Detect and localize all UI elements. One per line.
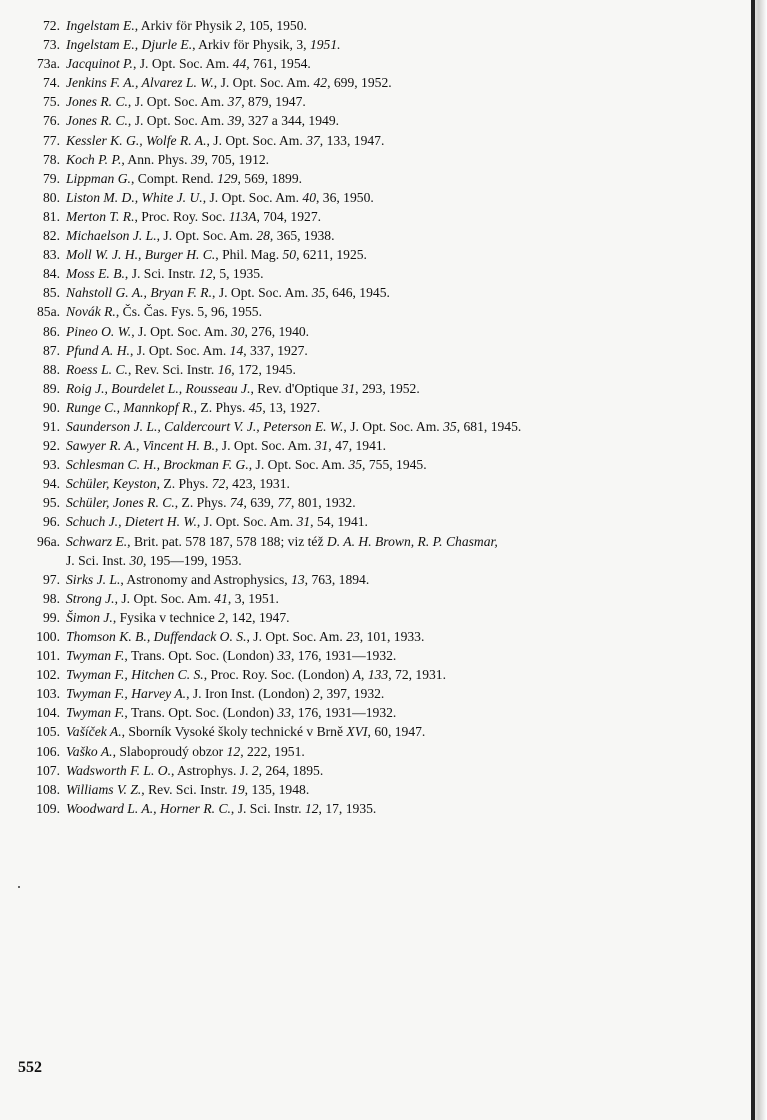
reference-text (66, 35, 738, 54)
ref-text-segment: , 195—199, 1953. (143, 552, 242, 568)
reference-item (18, 92, 738, 111)
reference-number: 98. (43, 590, 60, 606)
reference-item (18, 570, 738, 589)
reference-number: 90. (43, 399, 60, 415)
ref-text-segment: , Z. Phys. (156, 476, 212, 492)
reference-text (66, 398, 738, 417)
ref-italic-segment: 30 (230, 323, 245, 339)
reference-text (66, 512, 738, 531)
ref-text-segment: , J. Opt. Soc. Am. (213, 75, 314, 91)
reference-item (18, 512, 738, 531)
ref-text-segment: , J. Sci. Instr. (230, 800, 305, 816)
ref-italic-segment: 12 (198, 266, 213, 282)
ref-italic-segment: Michaelson J. L. (66, 228, 157, 244)
ref-text-segment: , J. Opt. Soc. Am. (206, 132, 307, 148)
ref-italic-segment: Sirks J. L. (66, 571, 121, 587)
ref-italic-segment: 31 (314, 438, 329, 454)
ref-text-segment: , 47, 1941. (328, 438, 387, 454)
ref-text-segment: , 761, 1954. (246, 56, 311, 72)
ref-text-segment: , J. Opt. Soc. Am. (343, 418, 444, 434)
reference-text (66, 16, 738, 35)
ref-text-segment: , Sborník Vysoké školy technické v Brně (121, 724, 347, 740)
ref-italic-segment: 2 (312, 686, 320, 702)
reference-item (18, 722, 738, 741)
ref-text-segment: , 569, 1899. (237, 170, 303, 186)
ref-text-segment: , 646, 1945. (325, 285, 390, 301)
ref-text-segment: , J. Opt. Soc. Am. (114, 590, 215, 606)
ref-italic-segment: Vaško A. (66, 743, 113, 759)
ref-italic-segment: Jacquinot P. (66, 56, 133, 72)
ref-italic-segment: Vašíček A. (66, 724, 122, 740)
ref-text-segment: , J. Opt. Soc. Am. (202, 189, 303, 205)
reference-item (18, 188, 738, 207)
ref-italic-segment: Pineo O. W. (66, 323, 132, 339)
ref-text-segment: , 293, 1952. (355, 380, 420, 396)
ref-text-segment: , 176, 1931—1932. (290, 705, 397, 721)
print-speck (18, 886, 20, 888)
ref-italic-segment: 12 (304, 800, 319, 816)
reference-item (18, 684, 738, 703)
ref-italic-segment: Lippman G. (66, 170, 131, 186)
reference-text (66, 589, 738, 608)
ref-italic-segment: A (352, 667, 362, 683)
ref-italic-segment: 41 (214, 590, 228, 606)
reference-number: 94. (43, 476, 60, 492)
reference-text (66, 780, 738, 799)
page-number: 552 (18, 1059, 42, 1076)
ref-text-segment: , J. Opt. Soc. Am. (248, 457, 349, 473)
ref-text-segment: , 337, 1927. (243, 342, 308, 358)
ref-italic-segment: 74 (229, 495, 244, 511)
reference-text (66, 436, 738, 455)
ref-italic-segment: 39 (227, 113, 242, 129)
ref-italic-segment: 33 (277, 648, 291, 664)
reference-text (66, 207, 738, 226)
reference-number: 74. (43, 75, 60, 91)
reference-text (66, 665, 738, 684)
reference-number: 78. (43, 151, 60, 167)
ref-text-segment: , Rev. d'Optique (250, 380, 342, 396)
reference-item (18, 398, 738, 417)
ref-italic-segment: 72 (211, 476, 226, 492)
ref-italic-segment: Twyman F. (66, 705, 125, 721)
ref-text-segment: , Arkiv för Physik (134, 18, 236, 33)
ref-italic-segment: XVI (346, 724, 368, 740)
reference-item (18, 169, 738, 188)
ref-text-segment: , J. Opt. Soc. Am. (127, 94, 228, 110)
reference-number: 72. (43, 18, 60, 33)
ref-text-segment: , 763, 1894. (304, 571, 370, 587)
reference-item (18, 474, 738, 493)
page-edge (753, 0, 767, 1120)
ref-text-segment: , 17, 1935. (318, 800, 377, 816)
ref-text-segment: , Rev. Sci. Instr. (127, 361, 218, 377)
reference-text (66, 131, 738, 150)
ref-text-segment: , 54, 1941. (310, 514, 368, 530)
ref-text-segment: , Proc. Roy. Soc. (London) (203, 667, 353, 683)
ref-text-segment: , Fysika v technice (112, 609, 219, 625)
ref-italic-segment: Twyman F., Hitchen C. S. (66, 667, 204, 683)
ref-text-segment: , J. Opt. Soc. Am. (246, 629, 347, 644)
ref-text-segment: , Phil. Mag. (215, 247, 283, 263)
reference-text (66, 799, 738, 818)
ref-text-segment: , 36, 1950. (315, 189, 374, 205)
ref-italic-segment: Roig J., Bourdelet L., Rousseau J. (66, 380, 251, 396)
ref-italic-segment: Jones R. C. (66, 94, 128, 110)
reference-continuation (18, 551, 738, 570)
ref-text-segment: , Čs. Čas. Fys. 5, 96, 1955. (115, 304, 262, 320)
ref-italic-segment: 39 (190, 151, 205, 167)
ref-italic-segment: Novák R. (66, 304, 116, 320)
ref-italic-segment: 19 (231, 781, 245, 797)
ref-text-segment: , 397, 1932. (319, 686, 385, 702)
reference-number: 77. (43, 132, 60, 148)
reference-number: 80. (43, 189, 60, 205)
ref-text-segment: , J. Opt. Soc. Am. (131, 323, 231, 339)
reference-item (18, 780, 738, 799)
reference-item (18, 245, 738, 264)
reference-item (18, 150, 738, 169)
ref-text-segment: , 276, 1940. (244, 323, 310, 339)
ref-italic-segment: Schlesman C. H., Brockman F. G. (66, 457, 249, 473)
reference-item (18, 417, 738, 436)
ref-italic-segment: Nahstoll G. A., Bryan F. R. (66, 285, 213, 301)
ref-italic-segment: Schuch J., Dietert H. W. (66, 514, 197, 530)
reference-number: 75. (43, 94, 60, 110)
ref-italic-segment: Schüler, Jones R. C. (66, 495, 175, 511)
reference-text (66, 111, 738, 130)
ref-text-segment: , 105, 1950. (242, 18, 307, 33)
ref-text-segment: , 705, 1912. (204, 151, 270, 167)
reference-number: 96a. (36, 533, 60, 549)
reference-item (18, 73, 738, 92)
reference-number: 79. (43, 170, 60, 186)
reference-text (66, 226, 738, 245)
ref-italic-segment: 45 (248, 399, 263, 415)
reference-number: 97. (43, 571, 60, 587)
reference-text (66, 379, 738, 398)
ref-italic-segment: Ingelstam E. (66, 18, 135, 33)
ref-italic-segment: Twyman F., Harvey A. (66, 686, 187, 702)
ref-text-segment: , J. Opt. Soc. Am. (132, 56, 233, 72)
reference-number: 85. (43, 285, 60, 301)
ref-italic-segment: Woodward L. A., Horner R. C. (66, 800, 231, 816)
ref-italic-segment: 40 (302, 189, 316, 205)
reference-list (18, 16, 738, 818)
reference-item (18, 322, 738, 341)
ref-italic-segment: 1951. (309, 37, 341, 53)
ref-text-segment: , 264, 1895. (258, 762, 324, 778)
reference-number: 89. (43, 380, 60, 396)
ref-italic-segment: 2 (218, 609, 225, 625)
reference-item (18, 131, 738, 150)
reference-item (18, 703, 738, 722)
ref-italic-segment: Runge C., Mannkopf R. (66, 399, 194, 415)
reference-text (66, 322, 738, 341)
ref-text-segment: , 60, 1947. (367, 724, 426, 740)
reference-number: 81. (43, 208, 60, 224)
ref-italic-segment: Jones R. C. (66, 113, 128, 129)
ref-italic-segment: Merton T. R. (66, 208, 135, 224)
ref-italic-segment: Liston M. D., White J. U. (66, 189, 203, 205)
ref-italic-segment: 13 (291, 571, 305, 587)
reference-item (18, 207, 738, 226)
reference-number: 102. (36, 667, 60, 683)
ref-text-segment: , 142, 1947. (224, 609, 290, 625)
reference-text (66, 493, 738, 512)
reference-number: 73a. (36, 56, 60, 72)
ref-italic-segment: 113A (228, 208, 257, 224)
ref-text-segment: , Arkiv för Physik, 3, (192, 37, 310, 53)
reference-number: 84. (43, 266, 60, 282)
reference-text (66, 360, 738, 379)
reference-text (66, 302, 738, 321)
reference-text (66, 455, 738, 474)
reference-text (66, 264, 738, 283)
reference-text (66, 188, 738, 207)
reference-number: 92. (43, 438, 60, 454)
reference-item (18, 16, 738, 35)
ref-italic-segment: 77 (277, 495, 292, 511)
reference-text (66, 341, 738, 360)
ref-text-segment: , Z. Phys. (193, 399, 249, 415)
ref-italic-segment: 37 (227, 94, 242, 110)
ref-text-segment: , Compt. Rend. (130, 170, 218, 186)
reference-number: 85a. (36, 304, 60, 320)
ref-italic-segment: 31 (341, 380, 356, 396)
reference-number: 106. (36, 743, 60, 759)
ref-italic-segment: 23 (346, 629, 360, 644)
reference-item (18, 35, 738, 54)
ref-italic-segment: Kessler K. G., Wolfe R. A. (66, 132, 207, 148)
ref-text-segment: , J. Iron Inst. (London) (186, 686, 313, 702)
reference-item (18, 589, 738, 608)
reference-text (66, 761, 738, 780)
ref-text-segment: , Z. Phys. (174, 495, 230, 511)
ref-text-segment: , 5, 1935. (212, 266, 264, 282)
ref-text-segment: , Trans. Opt. Soc. (London) (124, 648, 278, 664)
ref-text-segment: , 13, 1927. (262, 399, 321, 415)
binding-edge-line (751, 0, 755, 1120)
ref-text-segment: , 133, 1947. (319, 132, 385, 148)
ref-italic-segment: 44 (232, 56, 247, 72)
reference-number: 93. (43, 457, 60, 473)
ref-text-segment: , 755, 1945. (362, 457, 427, 473)
reference-number: 96. (43, 514, 60, 530)
reference-text (66, 742, 738, 761)
ref-italic-segment: Thomson K. B., Duffendack O. S. (66, 629, 247, 644)
ref-text-segment: , Proc. Roy. Soc. (134, 208, 229, 224)
ref-italic-segment: 35 (311, 285, 326, 301)
ref-italic-segment: Moll W. J. H., Burger H. C. (66, 247, 216, 263)
ref-text-segment: , 135, 1948. (244, 781, 310, 797)
reference-item (18, 665, 738, 684)
ref-text-segment: , 704, 1927. (256, 208, 322, 224)
reference-number: 101. (36, 648, 60, 664)
ref-text-segment: , J. Opt. Soc. Am. (129, 342, 230, 358)
ref-text-segment: , 801, 1932. (291, 495, 356, 511)
ref-italic-segment: 35 (348, 457, 363, 473)
ref-text-segment: , Astronomy and Astrophysics, (120, 571, 292, 587)
reference-number: 82. (43, 228, 60, 244)
ref-text-segment: , Astrophys. J. (171, 762, 252, 778)
ref-italic-segment: Jenkins F. A., Alvarez L. W. (66, 75, 214, 91)
reference-item (18, 264, 738, 283)
ref-italic-segment: 28 (256, 228, 270, 244)
ref-text-segment: , 72, 1931. (388, 667, 446, 683)
reference-item (18, 379, 738, 398)
reference-text (66, 169, 738, 188)
reference-item (18, 436, 738, 455)
ref-text-segment: , Brit. pat. 578 187, 578 188; viz též (127, 533, 327, 549)
reference-text (66, 570, 738, 589)
ref-italic-segment: 12 (226, 743, 241, 759)
reference-text (66, 703, 738, 722)
reference-text (66, 54, 738, 73)
ref-text-segment: , Ann. Phys. (121, 151, 191, 167)
ref-italic-segment: Sawyer R. A., Vincent H. B. (66, 438, 215, 454)
ref-italic-segment: 129 (217, 170, 238, 186)
ref-italic-segment: 31 (296, 514, 311, 530)
reference-number: 83. (43, 247, 60, 263)
reference-number: 95. (43, 495, 60, 511)
ref-text-segment: , 639, (243, 495, 278, 511)
ref-text-segment: , J. Opt. Soc. Am. (212, 285, 312, 301)
reference-number: 99. (43, 609, 60, 625)
reference-item (18, 627, 738, 646)
ref-italic-segment: Pfund A. H. (66, 342, 130, 358)
ref-italic-segment: Schüler, Keyston (66, 476, 157, 492)
ref-italic-segment: 35 (443, 418, 457, 434)
ref-italic-segment: 50 (282, 247, 297, 263)
reference-item (18, 532, 738, 551)
reference-number: 107. (36, 762, 60, 778)
reference-item (18, 799, 738, 818)
ref-text-segment: , 101, 1933. (359, 629, 425, 644)
ref-text-segment: , 699, 1952. (327, 75, 392, 91)
reference-number: 76. (43, 113, 60, 129)
reference-text (66, 150, 738, 169)
reference-text (66, 283, 738, 302)
ref-italic-segment: D. A. H. Brown, R. P. Chasmar, (326, 533, 498, 549)
reference-item (18, 761, 738, 780)
ref-text-segment: , Rev. Sci. Instr. (141, 781, 232, 797)
reference-number: 103. (36, 686, 60, 702)
reference-item (18, 302, 738, 321)
ref-text-segment: , (361, 667, 368, 683)
reference-text (66, 684, 738, 703)
ref-italic-segment: Koch P. P. (66, 151, 122, 167)
reference-item (18, 360, 738, 379)
reference-number: 88. (43, 361, 60, 377)
ref-italic-segment: Moss E. B. (66, 266, 125, 282)
ref-text-segment: , J. Opt. Soc. Am. (196, 514, 297, 530)
ref-text-segment: , Trans. Opt. Soc. (London) (124, 705, 278, 721)
reference-text (66, 608, 738, 627)
ref-italic-segment: Strong J. (66, 590, 115, 606)
reference-text (66, 474, 738, 493)
ref-italic-segment: 30 (129, 552, 144, 568)
ref-text-segment: J. Sci. Inst. (66, 552, 130, 568)
reference-number: 100. (36, 629, 60, 644)
ref-italic-segment: Ingelstam E., Djurle E. (66, 37, 193, 53)
reference-number: 91. (43, 418, 60, 434)
reference-text (66, 532, 738, 551)
reference-number: 104. (36, 705, 60, 721)
reference-item (18, 608, 738, 627)
reference-item (18, 455, 738, 474)
reference-number: 108. (36, 781, 60, 797)
reference-item (18, 54, 738, 73)
reference-number: 105. (36, 724, 60, 740)
ref-text-segment: , 327 a 344, 1949. (241, 113, 340, 129)
reference-text (66, 627, 738, 646)
ref-italic-segment: 2 (251, 762, 259, 778)
reference-item (18, 226, 738, 245)
ref-text-segment: , 176, 1931—1932. (290, 648, 397, 664)
ref-text-segment: , 6211, 1925. (296, 247, 367, 263)
ref-text-segment: , J. Opt. Soc. Am. (215, 438, 315, 454)
ref-italic-segment: Šimon J. (66, 609, 113, 625)
ref-italic-segment: Wadsworth F. L. O. (66, 762, 172, 778)
ref-italic-segment: 37 (306, 132, 320, 148)
reference-text (66, 646, 738, 665)
ref-italic-segment: 133 (367, 667, 389, 683)
ref-text-segment: , 879, 1947. (241, 94, 306, 110)
ref-italic-segment: 33 (277, 705, 291, 721)
ref-italic-segment: Schwarz E. (66, 533, 128, 549)
reference-number: 109. (36, 800, 60, 816)
ref-italic-segment: 42 (313, 75, 328, 91)
reference-item (18, 111, 738, 130)
ref-italic-segment: Roess L. C. (66, 361, 128, 377)
ref-text-segment: , 423, 1931. (225, 476, 290, 492)
reference-text (66, 73, 738, 92)
reference-text (66, 92, 738, 111)
ref-text-segment: , 172, 1945. (231, 361, 296, 377)
ref-text-segment: , Slaboproudý obzor (112, 743, 227, 759)
reference-item (18, 283, 738, 302)
ref-text-segment: , J. Opt. Soc. Am. (156, 228, 257, 244)
ref-text-segment: , 681, 1945. (456, 418, 522, 434)
ref-italic-segment: Saunderson J. L., Caldercourt V. J., Peterson E. W. (66, 418, 344, 434)
ref-text-segment: , J. Sci. Instr. (124, 266, 199, 282)
ref-italic-segment: 14 (229, 342, 244, 358)
ref-italic-segment: 2 (235, 18, 243, 33)
reference-number: 73. (43, 37, 60, 53)
ref-italic-segment: Williams V. Z. (66, 781, 142, 797)
reference-number: 87. (43, 342, 60, 358)
reference-number: 86. (43, 323, 60, 339)
reference-text (66, 245, 738, 264)
ref-italic-segment: 16 (217, 361, 232, 377)
reference-text (66, 417, 738, 436)
ref-text-segment: , J. Opt. Soc. Am. (127, 113, 228, 129)
reference-text (66, 722, 738, 741)
reference-item (18, 341, 738, 360)
reference-item (18, 493, 738, 512)
ref-text-segment: , 3, 1951. (227, 590, 279, 606)
reference-item (18, 742, 738, 761)
ref-italic-segment: Twyman F. (66, 648, 125, 664)
ref-text-segment: , 365, 1938. (269, 228, 335, 244)
reference-item (18, 646, 738, 665)
ref-text-segment: , 222, 1951. (240, 743, 305, 759)
